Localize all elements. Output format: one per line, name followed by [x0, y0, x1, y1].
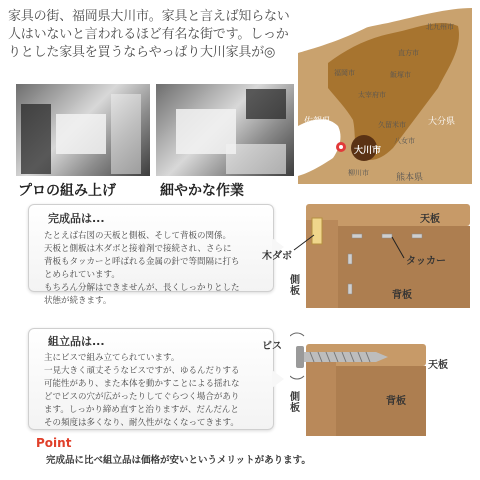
finished-title: 完成品は...: [48, 212, 105, 225]
diagram2-label-tenban: 天板: [428, 360, 448, 371]
finished-line: 背板もタッカーと呼ばれる金属の針で等間隔に打ち: [44, 257, 240, 267]
assembled-line: どでビスの穴が広がったりしてぐらつく場合があり: [44, 392, 240, 402]
assembled-line: その頻度は多くなり、耐久性がなくなってきます。: [44, 418, 239, 428]
finished-line: 状態が続きます。: [44, 296, 112, 306]
diagram2-label-bisu: ビス: [262, 341, 282, 352]
intro-text: 家具の街、福岡県大川市。家具と言えば知らない人はいないと言われるほど有名な街です。しっかりとした家具を買うならやっぱり大川家具が◎: [8, 9, 290, 60]
map-label-nogata: 直方市: [398, 49, 419, 57]
map-label-kitakyushu: 北九州市: [426, 23, 454, 31]
finished-line: 天板と側板は木ダボと接着剤で接続され、さらに: [44, 244, 232, 254]
photo-caption-detail: 細やかな作業: [160, 183, 244, 199]
map-label-kurume: 久留米市: [378, 121, 406, 129]
diagram2-seban-board: [336, 366, 426, 436]
finished-line: もちろん分解はできませんが、長くしっかりとした: [44, 283, 240, 293]
map-marker-center: [339, 145, 343, 149]
map-label-kumamoto: 熊本県: [396, 173, 424, 183]
diagram1-label-tenban: 天板: [420, 214, 440, 225]
assembled-screw-diagram: [290, 330, 470, 438]
map-label-saga: 佐賀県: [304, 117, 332, 127]
fukuoka-map: [298, 8, 472, 184]
diagram2-label-sokuban: [290, 392, 301, 414]
photo-assembly: [16, 84, 150, 176]
diagram1-sokuban-text: 側板: [290, 275, 300, 297]
diagram1-label-tacker: タッカー: [406, 256, 446, 267]
assembled-line: 主にビスで組み立てられています。: [44, 353, 180, 363]
assembled-line: 一見大きく頑丈そうなビスですが、ゆるんだりする: [44, 366, 240, 376]
diagram1-label-kidabo: 木ダボ: [262, 251, 292, 262]
finished-line: たとえば右図の天板と側板、そして背板の関係。: [44, 231, 232, 241]
point-text: 完成品に比べ組立品は価格が安いというメリットがあります。: [46, 455, 311, 466]
map-label-dazaifu: 太宰府市: [358, 91, 386, 99]
diagram1-kidabo-dowel: [312, 218, 322, 244]
photo-detail-work: [156, 84, 294, 176]
assembled-box-tail: [272, 370, 284, 388]
assembled-description: [44, 352, 270, 430]
assembled-line: 可能性があり、また本体を動かすことによる揺れな: [44, 379, 240, 389]
diagram1-label-sokuban: [290, 275, 301, 297]
map-label-iizuka: 飯塚市: [390, 71, 411, 79]
point-title: Point: [36, 436, 72, 450]
assembled-title: 組立品は...: [48, 335, 105, 348]
diagram2-sokuban-board: [306, 360, 336, 436]
map-label-yame: 八女市: [394, 137, 415, 145]
finished-line: とめられています。: [44, 270, 120, 280]
diagram1-label-seban: 背板: [392, 290, 412, 301]
map-label-oita: 大分県: [428, 117, 456, 127]
finished-description: [44, 230, 270, 308]
diagram2-label-seban: 背板: [386, 396, 406, 407]
map-label-okawa: 大川市: [354, 146, 382, 156]
map-label-yanagawa: 柳川市: [348, 169, 369, 177]
map-label-fukuoka: 福岡市: [334, 69, 355, 77]
photo-caption-assembly: プロの組み上げ: [18, 183, 116, 199]
diagram2-sokuban-text: 側板: [290, 392, 300, 414]
assembled-line: ます。しっかり締め直すと治りますが、だんだんと: [44, 405, 239, 415]
